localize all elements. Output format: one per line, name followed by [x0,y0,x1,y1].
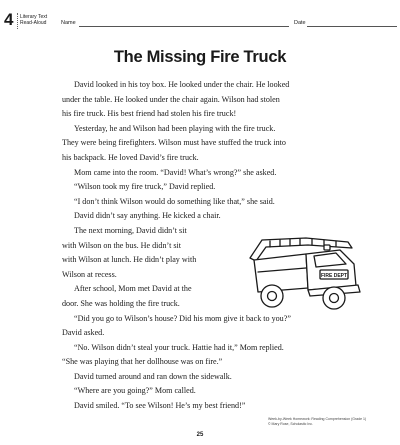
story-title: The Missing Fire Truck [113,48,287,66]
story-line: “I don’t think Wilson would do something like that,” she said. [74,196,275,206]
story-line: David looked in his toy box. He looked under the chair. He looked [74,80,290,89]
story-line: The next morning, David didn’t sit [74,225,187,235]
story-line: Yesterday, he and Wilson had been playing with the fire truck. [74,123,276,133]
copyright-credit [268,417,366,426]
siren-light [324,245,330,250]
story-line: David didn’t say anything. He kicked a chair. [74,211,221,221]
rear-hubcap [268,292,277,301]
credit-line1: Week-by-Week Homework: Reading Comprehension (Grade 1) [268,417,367,421]
front-hubcap [330,294,339,303]
name-field-line[interactable] [79,26,289,27]
story-line: “No. Wilson didn’t steal your truck. Hattie had it,” Mom replied. [74,342,284,352]
date-field-line[interactable] [307,26,397,27]
story-line: “Where are you going?” Mom called. [74,386,196,396]
unit-label-line2: Read-Aloud [20,20,47,26]
page-number: 25 [196,432,204,438]
story-line: “Wilson took my fire truck,” David replied. [74,182,216,192]
story-line: Mom came into the room. “David! What’s wrong?” she asked. [74,167,277,177]
story-line: Wilson at recess. [62,269,117,279]
truck-sign-text: FIRE DEPT [320,273,348,279]
truck-body [254,254,308,292]
unit-number: 4 [4,10,14,29]
story-line: David turned around and ran down the sidewalk. [74,371,232,381]
date-label: Date [294,20,306,26]
unit-label-line1: Literary Text [20,14,48,20]
story-line: David asked. [62,328,105,338]
worksheet-header [4,10,396,29]
credit-line2: © Mary Rose, Scholastic Inc. [268,421,313,426]
story-line: his backpack. He loved David’s fire truck. [62,152,199,162]
unit-divider [17,13,18,29]
story-line: with Wilson at lunch. He didn’t play with [62,255,197,265]
story-line: After school, Mom met David at the [74,284,192,294]
story-line: door. She was holding the fire truck. [62,298,180,308]
story-line: his fire truck. His best friend had stolen his fire truck! [62,109,237,119]
story-line: with Wilson on the bus. He didn’t sit [62,240,181,250]
story-line: under the table. He looked under the chair again. Wilson had stolen [62,94,280,104]
story-line: They were being firefighters. Wilson must have stuffed the truck into [62,138,286,148]
story-line: “Did you go to Wilson’s house? Did his mom give it back to you?” [74,313,291,323]
fire-truck-illustration [248,236,364,312]
story-line: David smiled. “To see Wilson! He’s my best friend!” [74,401,246,411]
name-label: Name [61,20,76,26]
story-line: “She was playing that her dollhouse was on fire.” [62,357,223,367]
unit-label [20,14,47,26]
